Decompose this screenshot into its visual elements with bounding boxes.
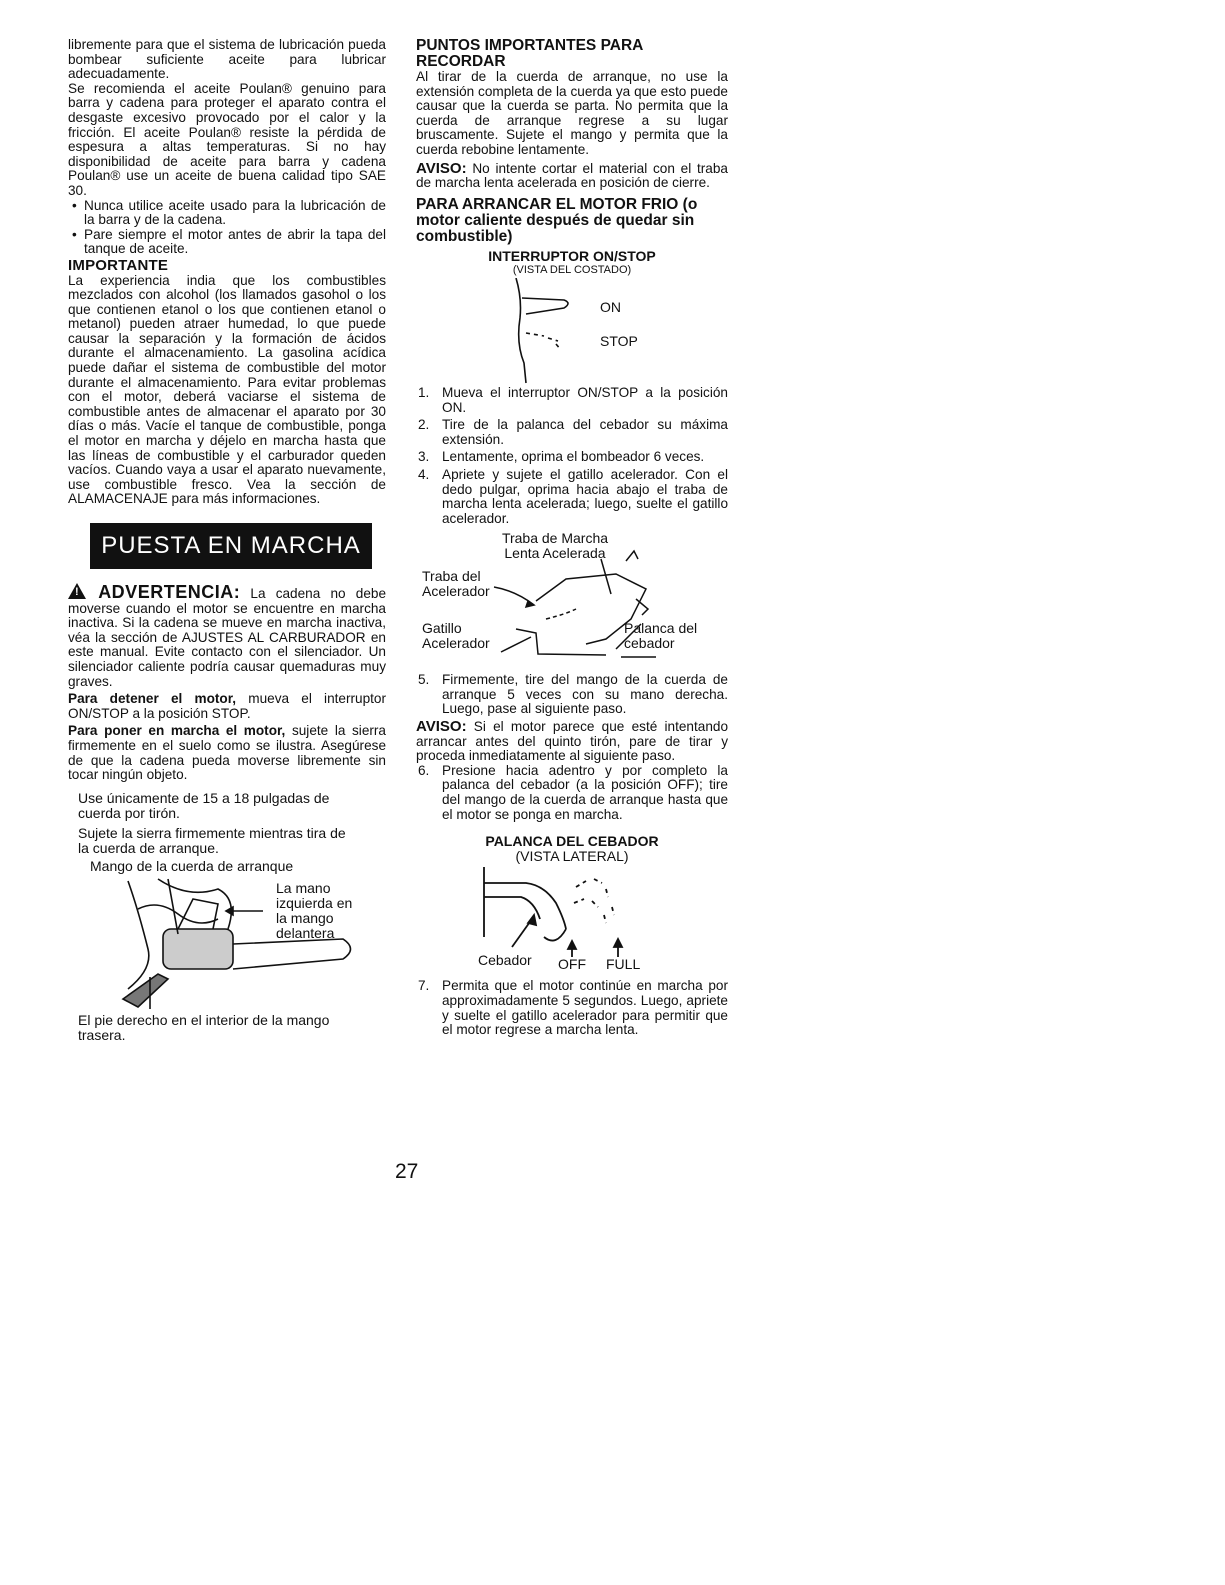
bullet-item: • Nunca utilice aceite usado para la lubricación de la barra y de la cadena. (68, 199, 386, 228)
right-column (416, 38, 728, 1041)
label-traba-marcha: Traba de Marcha Lenta Acelerada (501, 530, 609, 562)
choke-figure (416, 867, 728, 979)
label-traba-acelerador: Traba del Acelerador (422, 568, 490, 600)
stop-text: mueva el interruptor ON/STOP a la posición STOP. (68, 691, 386, 721)
start-lead: Para poner en marcha el motor, (68, 723, 286, 739)
step-text: Tire de la palanca del cebador su máxima extensión. (442, 417, 728, 447)
stop-paragraph (68, 692, 386, 721)
aviso-paragraph-1 (416, 159, 728, 191)
starting-position-figure (68, 859, 386, 1009)
step-number: 3. (418, 449, 430, 465)
step-number: 7. (418, 978, 430, 994)
switch-figure (416, 278, 728, 386)
step-number: 2. (418, 417, 430, 433)
step-text: Mueva el interruptor ON/STOP a la posición ON. (442, 384, 728, 415)
hold-paragraph: Sujete la sierra firmemente mientras tira de la cuerda de arranque. (78, 824, 346, 857)
choke-label-off: OFF (558, 956, 586, 973)
switch-on-label: ON (600, 298, 621, 315)
step-item (416, 418, 728, 447)
important-heading: IMPORTANTE (68, 256, 169, 274)
choke-figure-subtitle: (VISTA LATERAL) (515, 847, 629, 864)
switch-illustration (486, 278, 726, 386)
oil-bullets (68, 199, 386, 257)
stop-lead: Para detener el motor, (68, 691, 237, 707)
step-text: Apriete y sujete el gatillo acelerador. Con el dedo pulgar, oprima hacia abajo el traba de marcha lenta acelerada; luego, suelte el gatillo acelerador. (442, 466, 728, 526)
choke-label-full: FULL (606, 956, 641, 973)
cold-start-heading: PARA ARRANCAR EL MOTOR FRIO (o motor caliente después de quedar sin combustible) (416, 195, 698, 245)
steps-list-c (416, 764, 728, 822)
label-palanca-cebador: Palanca del cebador (624, 620, 698, 652)
chainsaw-start-illustration (68, 859, 368, 1009)
steps-list-d (416, 979, 728, 1037)
step-item (416, 673, 728, 717)
aviso-label-2: AVISO: (416, 718, 467, 736)
switch-figure-subtitle: (VISTA DEL COSTADO) (512, 264, 632, 277)
figure-label-left-hand: La mano izquierda en la mango delantera (276, 879, 353, 941)
label-gatillo-acelerador: Gatillo Acelerador (422, 620, 490, 652)
start-paragraph (68, 724, 386, 782)
step-item (416, 450, 728, 465)
throttle-illustration (416, 529, 728, 667)
aviso-text-1: No intente cortar el material con el traba de marcha lenta acelerada en posición de cierre. (416, 160, 728, 191)
page-number: 27 (395, 1160, 419, 1183)
step-item (416, 979, 728, 1037)
oil-paragraph: Se recomienda el aceite Poulan® genuino para barra y cadena para proteger el aparato contra el desgaste excesivo provocado por el calor y la fricción. El aceite Poulan® resiste la pérdida de espesura a altas temperaturas. Si no hay disponibilidad de aceite para barra y cadena Poulan® use un aceite de buena calidad tipo SAE 30. (68, 80, 386, 198)
aviso-text-2: Si el motor parece que esté intentando arrancar antes del quinto tirón, pare de tirar y proceda inmediatamente al siguiente paso. (416, 719, 728, 764)
aviso-label-1: AVISO: (416, 159, 467, 177)
warning-triangle-icon: ! (68, 583, 86, 599)
warning-text: La cadena no debe moverse cuando el motor se encuentre en marcha inactiva. Si la cadena se mueve en marcha inactiva, véa la sección de AJUSTES AL CARBURADOR en este manual. Evite contacto con el silenciador. Un silenciador caliente podría causar quemaduras muy graves. (68, 586, 387, 689)
points-paragraph: Al tirar de la cuerda de arranque, no use la extensión completa de la cuerda ya que esto puede causar que la cuerda se parta. No permita que la cuerda de arranque regrese a su lugar bruscamente. Sujete el mango y permita que la cuerda rebobine lentamente. (416, 69, 728, 157)
switch-stop-label: STOP (600, 332, 638, 349)
step-number: 5. (418, 672, 430, 688)
choke-figure-title: PALANCA DEL CEBADOR (485, 833, 659, 850)
throttle-figure (416, 529, 728, 667)
step-text: Permita que el motor continúe en marcha por approximadamente 5 segundos. Luego, apriete y suelte el gatillo acelerador para permitir que el motor regrese a marcha lenta. (442, 978, 728, 1038)
rope-paragraph: Use únicamente de 15 a 18 pulgadas de cuerda por tirón. (78, 789, 330, 822)
step-item (416, 386, 728, 415)
important-paragraph: La experiencia india que los combustibles mezclados con alcohol (los llamados gasohol o los que contienen etanol o los que contienen etanol o metanol) pueden atraer humedad, lo que puede causar la separación y la formación de ácidos durante el almacenamiento. La gasolina acídica puede dañar el sistema de combustible del motor durante el almacenamiento. Para evitar problemas con el motor, deberá vaciarse el sistema de combustible antes de almacenar el aparato por 30 días o más. Vacíe el tanque de combustible, ponga el motor en marcha y déjelo en marcha hasta que las líneas de combustible y el carburador queden vacíos. Cuando vaya a usar el aparato nuevamente, use combustible fresco. Vea la sección de ALAMACENAJE para más informaciones. (68, 272, 386, 507)
warning-label: ADVERTENCIA: (98, 582, 241, 602)
aviso-paragraph-2 (416, 720, 728, 764)
step-text: Presione hacia adentro y por completo la palanca del cebador (a la posición OFF); tire del mango de la cuerda de arranque hasta que el motor se ponga en marcha. (442, 762, 728, 822)
warning-paragraph (68, 583, 386, 689)
points-heading: PUNTOS IMPORTANTES PARA RECORDAR (416, 37, 643, 70)
step-text: Lentamente, oprima el bombeador 6 veces. (442, 449, 705, 465)
step-text: Firmemente, tire del mango de la cuerda de arranque 5 veces con su mano derecha. Luego, pase al siguiente paso. (442, 672, 728, 717)
switch-figure-title: INTERRUPTOR ON/STOP (488, 247, 656, 264)
step-number: 4. (418, 466, 430, 482)
steps-list-a (416, 386, 728, 526)
step-number: 1. (418, 384, 430, 400)
steps-list-b (416, 673, 728, 717)
choke-label-cebador: Cebador (478, 952, 532, 969)
step-number: 6. (418, 762, 430, 778)
step-item (416, 468, 728, 526)
figure-label-rope-handle: Mango de la cuerda de arranque (90, 857, 294, 874)
step-item (416, 764, 728, 822)
start-text: sujete la sierra firmemente en el suelo como se ilustra. Asegúrese de que la cadena pueda moverse libremente sin tocar ningún objeto. (68, 723, 386, 783)
left-column (68, 38, 386, 1044)
intro-paragraph: libremente para que el sistema de lubricación pueda bombear suficiente aceite para lubricar adecuadamente. (68, 37, 386, 82)
figure-label-right-foot: El pie derecho en el interior de la mango trasera. (78, 1011, 330, 1044)
bullet-item: • Pare siempre el motor antes de abrir la tapa del tanque de aceite. (68, 228, 386, 257)
section-banner: PUESTA EN MARCHA (90, 523, 372, 569)
